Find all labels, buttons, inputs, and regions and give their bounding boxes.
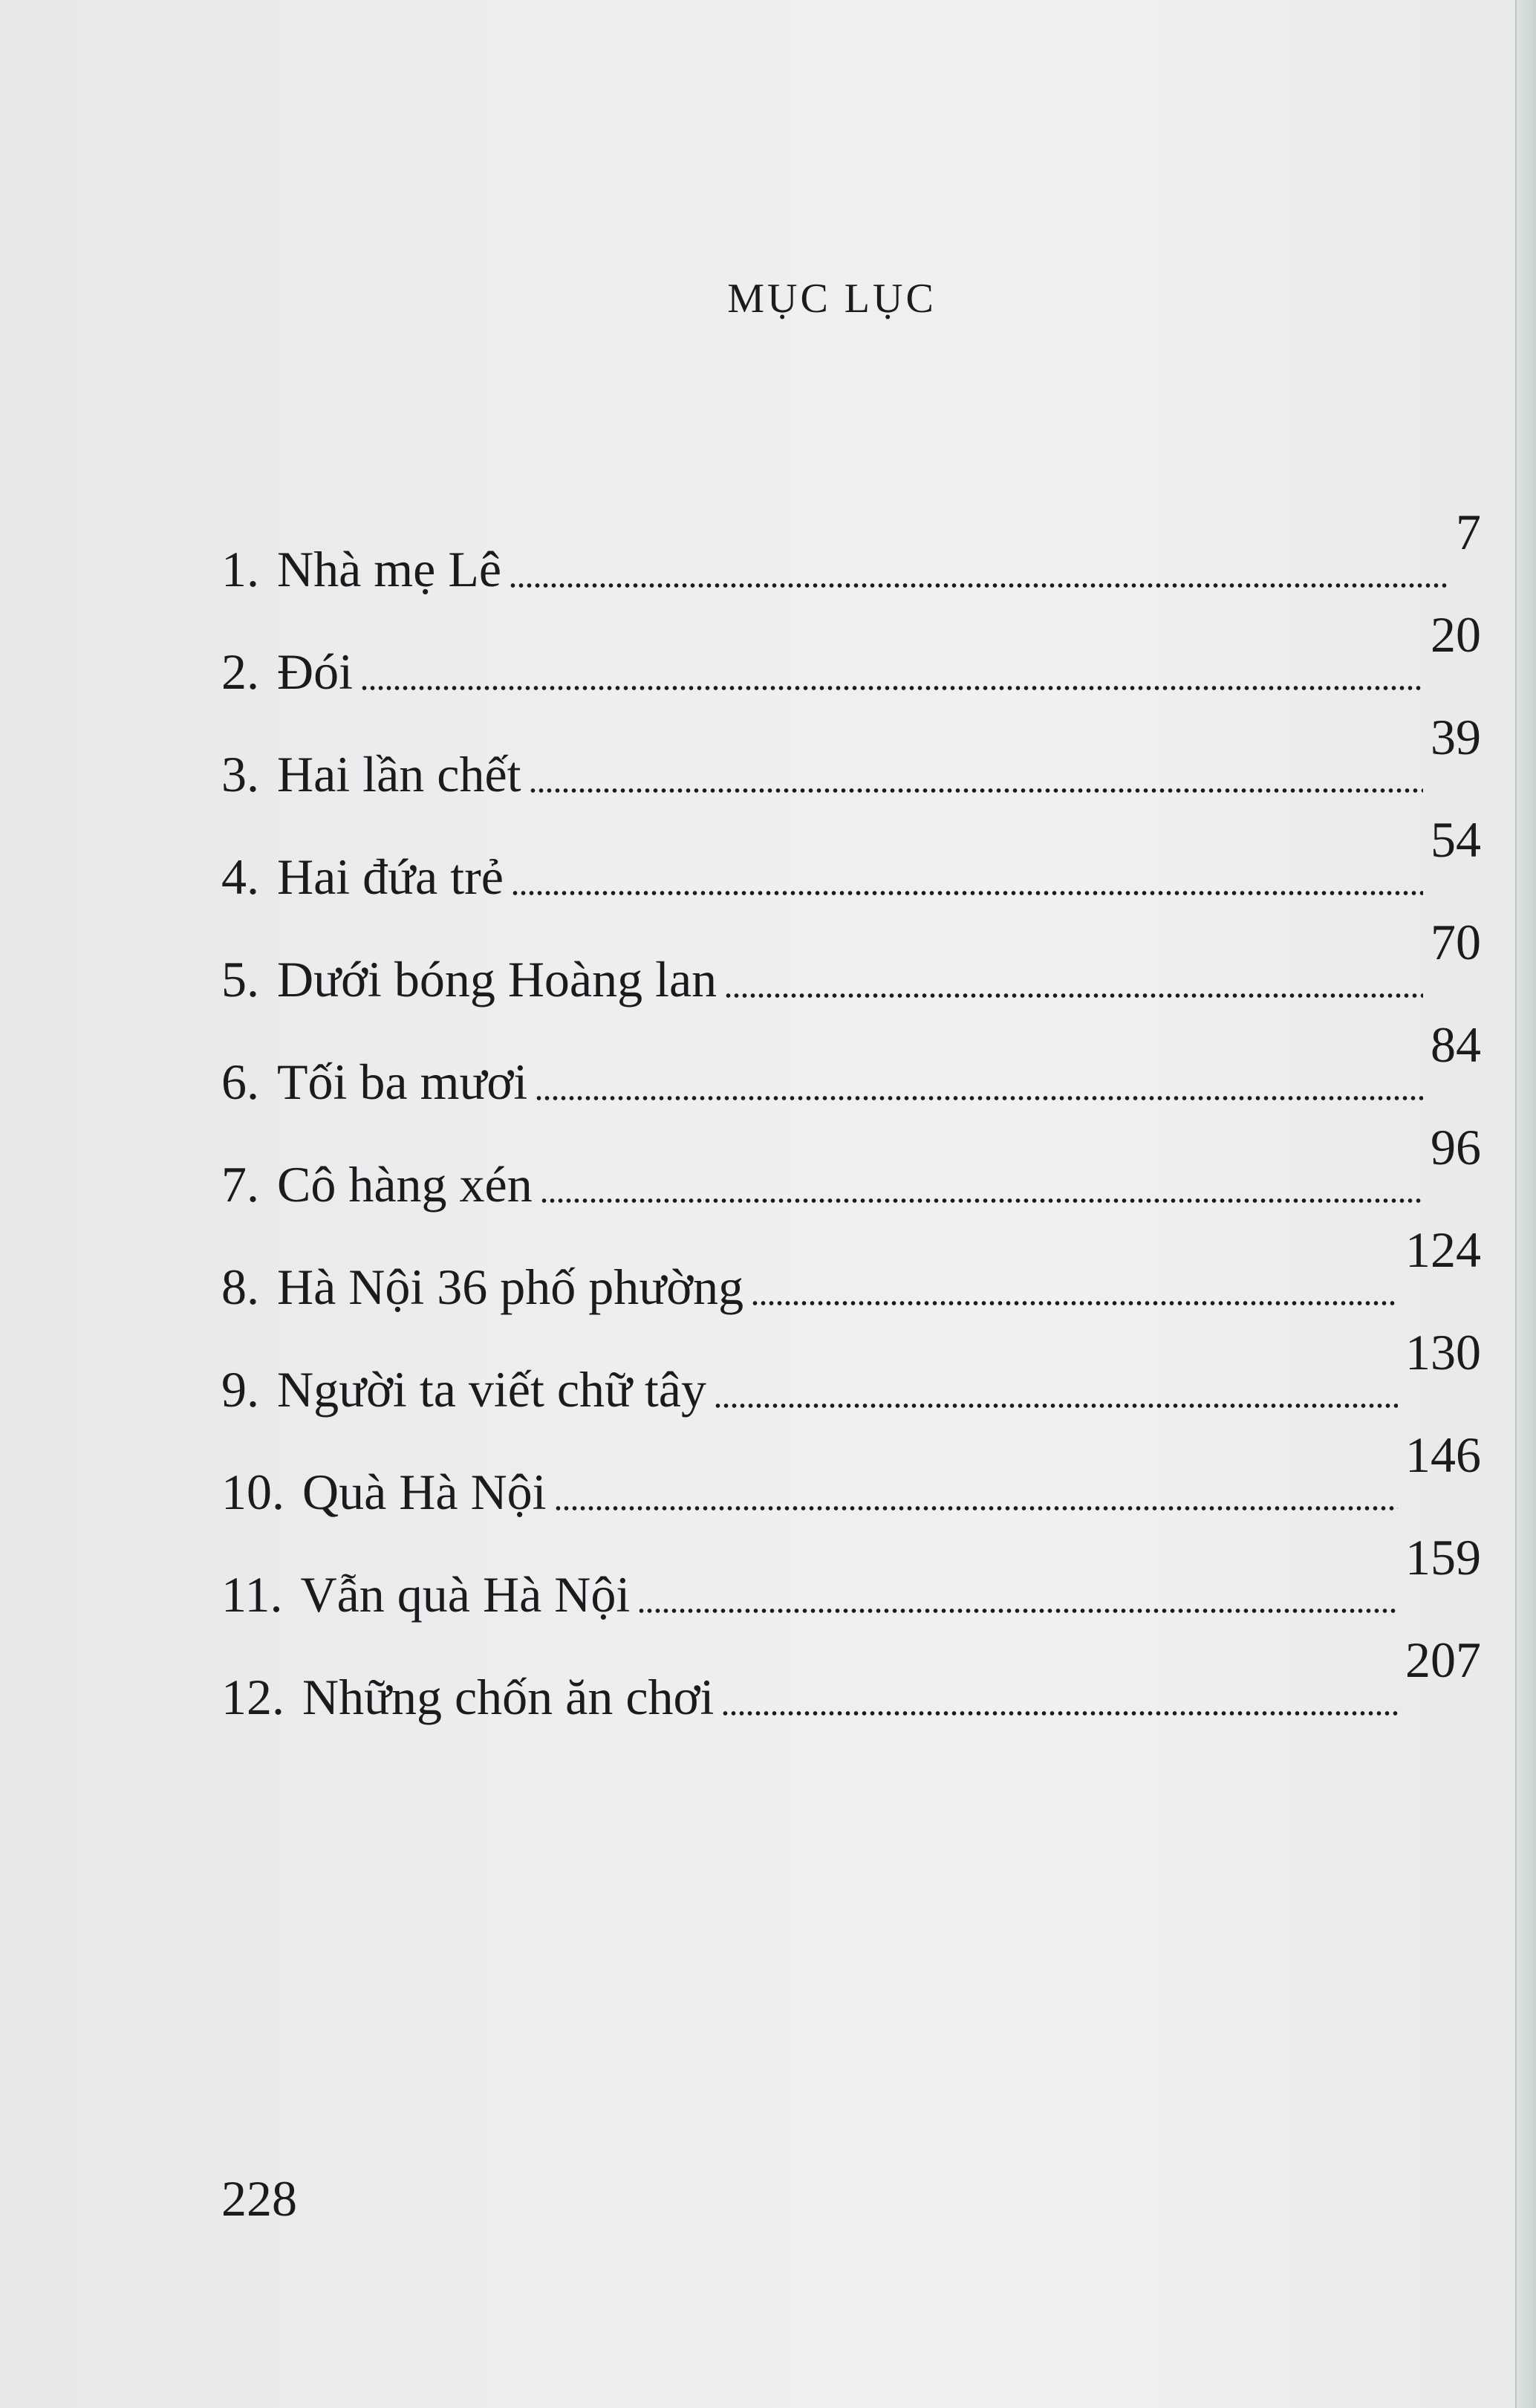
toc-entry-page: 130 — [1405, 1324, 1481, 1380]
toc-entry-number: 10. — [221, 1464, 284, 1520]
toc-entry-page: 39 — [1431, 709, 1481, 765]
toc-entry — [221, 1016, 1481, 1110]
toc-entry-title: Nhà mẹ Lê — [277, 541, 502, 597]
toc-entry-number: 5. — [221, 951, 259, 1007]
toc-entry-page: 124 — [1405, 1221, 1481, 1278]
toc-entry-page: 159 — [1405, 1529, 1481, 1586]
toc-entry-title: Cô hàng xén — [277, 1156, 533, 1213]
toc-entry-page: 146 — [1405, 1427, 1481, 1483]
toc-entry-page: 20 — [1431, 606, 1481, 663]
toc-entry-number: 7. — [221, 1156, 259, 1213]
toc-entry — [221, 1324, 1481, 1418]
toc-entry — [221, 606, 1481, 700]
toc-entry-page: 7 — [1456, 504, 1481, 560]
toc-entry-title: Đói — [277, 643, 353, 700]
dot-leader — [360, 684, 1423, 692]
toc-entry — [221, 811, 1481, 905]
dot-leader — [714, 1401, 1398, 1410]
toc-entry — [221, 504, 1481, 597]
toc-entry-number: 6. — [221, 1054, 259, 1110]
toc-entry — [221, 1632, 1481, 1725]
toc-heading: MỤC LỤC — [727, 276, 937, 322]
dot-leader — [554, 1504, 1398, 1513]
dot-leader — [511, 889, 1423, 898]
dot-leader — [535, 1094, 1423, 1103]
toc-entry — [221, 1427, 1481, 1520]
toc-entry-page: 84 — [1431, 1016, 1481, 1073]
toc-entry-title: Hai lần chết — [277, 746, 521, 802]
dot-leader — [540, 1196, 1423, 1205]
toc-entry-page: 70 — [1431, 914, 1481, 970]
toc-entry — [221, 1119, 1481, 1213]
toc-entry-number: 11. — [221, 1566, 283, 1623]
toc-entry — [221, 1221, 1481, 1315]
dot-leader — [509, 581, 1448, 590]
dot-leader — [529, 786, 1423, 795]
toc-entry-page: 207 — [1405, 1632, 1481, 1688]
dot-leader — [637, 1606, 1398, 1615]
toc-entry-title: Người ta viết chữ tây — [277, 1361, 706, 1418]
toc-entry-number: 3. — [221, 746, 259, 802]
dot-leader — [751, 1299, 1398, 1308]
toc-entry — [221, 915, 1481, 1005]
page-number: 228 — [221, 2170, 297, 2227]
toc-entry-number: 2. — [221, 643, 259, 700]
dot-leader — [721, 1709, 1398, 1718]
toc-entry-title: Hai đứa trẻ — [277, 848, 504, 905]
dot-leader — [724, 991, 1423, 1000]
toc-entry-number: 1. — [221, 541, 259, 597]
toc-entry-number: 4. — [221, 848, 259, 905]
toc-entry-title: Vẫn quà Hà Nội — [300, 1566, 631, 1623]
toc-entry-title: Những chốn ăn chơi — [302, 1669, 715, 1725]
toc-entry-number: 9. — [221, 1361, 259, 1418]
toc-entry-number: 8. — [221, 1259, 259, 1315]
toc-entry-page: 54 — [1431, 811, 1481, 868]
toc-entry — [221, 1529, 1481, 1623]
toc-entry-number: 12. — [221, 1669, 284, 1725]
toc-entry-title: Tối ba mươi — [277, 1054, 528, 1110]
toc-entry-title: Hà Nội 36 phố phường — [277, 1259, 744, 1315]
toc-entry-title: Quà Hà Nội — [302, 1464, 547, 1520]
toc-entry-page: 96 — [1431, 1119, 1481, 1175]
toc-entry-title: Dưới bóng Hoàng lan — [277, 951, 717, 1007]
toc-entry — [221, 709, 1481, 802]
